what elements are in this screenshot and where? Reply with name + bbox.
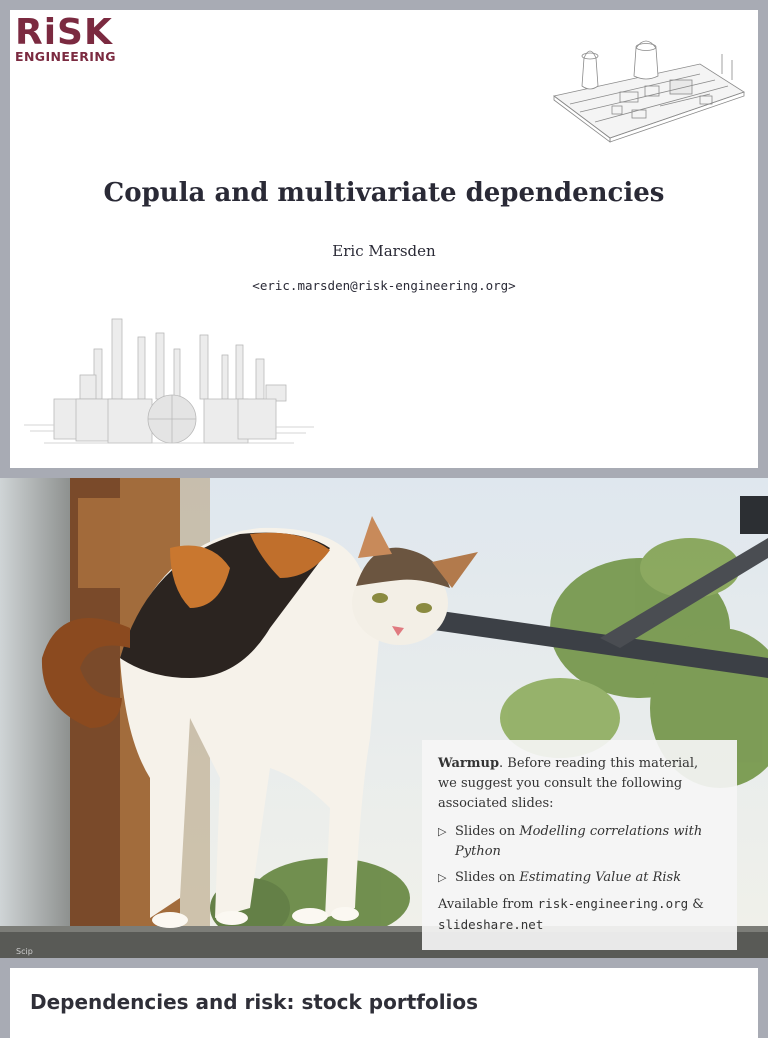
availability-note <box>438 894 721 936</box>
slideshare-link[interactable]: slideshare.net <box>438 917 544 932</box>
photo-credit: Scip <box>16 947 33 956</box>
power-plant-illustration <box>550 34 746 144</box>
availability-prefix: Available from <box>438 897 538 912</box>
list-item-prefix: Slides on <box>455 870 520 885</box>
list-item-title: Modelling correlations with Python <box>455 824 703 859</box>
list-item-prefix: Slides on <box>455 824 520 839</box>
related-slides-list <box>438 822 721 888</box>
warmup-text: . Before reading this material, we suggest you consult the following associated slides: <box>438 756 699 811</box>
stock-portfolio-slide <box>10 968 758 1038</box>
slide-heading: Dependencies and risk: stock portfolios <box>30 990 479 1014</box>
logo-risk-text: RiSK <box>15 12 113 53</box>
logo-engineering-text: ENGINEERING <box>15 49 116 64</box>
availability-ampersand: & <box>688 897 704 912</box>
list-item-title: Estimating Value at Risk <box>519 870 682 885</box>
warmup-slide <box>0 478 768 958</box>
author-name: Eric Marsden <box>332 242 436 260</box>
author-email: <eric.marsden@risk-engineering.org> <box>252 278 516 293</box>
presentation-title: Copula and multivariate dependencies <box>103 178 665 208</box>
title-slide <box>10 10 758 468</box>
risk-engineering-link[interactable]: risk-engineering.org <box>537 896 689 911</box>
warmup-paragraph <box>438 754 721 814</box>
refinery-illustration <box>24 315 314 455</box>
list-item[interactable] <box>438 822 721 862</box>
warmup-heading: Warmup <box>438 756 500 771</box>
warmup-box <box>422 740 737 950</box>
triangle-bullet-icon: ▷ <box>438 871 447 884</box>
list-item[interactable] <box>438 868 721 888</box>
risk-engineering-logo <box>15 12 116 64</box>
triangle-bullet-icon: ▷ <box>438 825 447 838</box>
